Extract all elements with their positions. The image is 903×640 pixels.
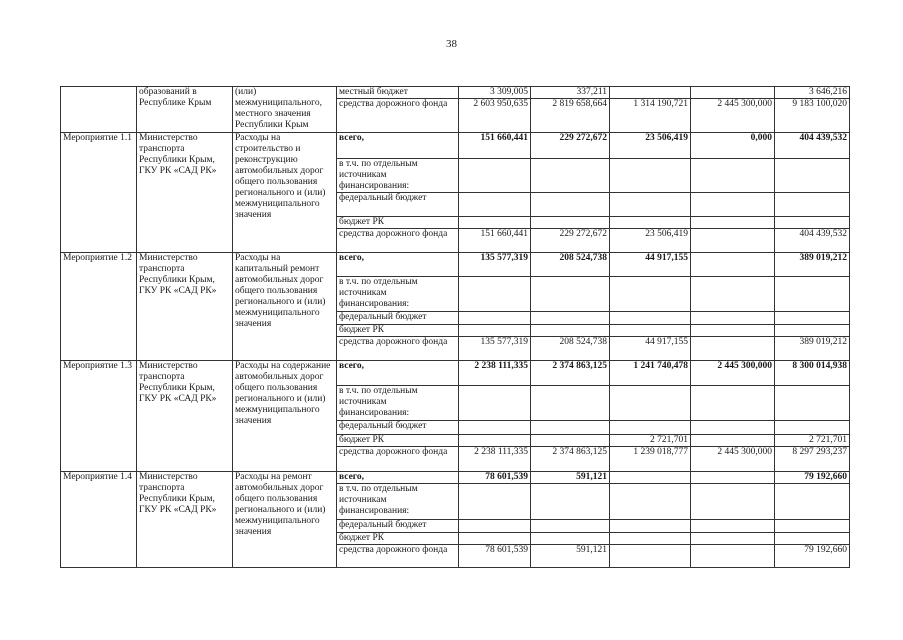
table-row [61,253,850,277]
value-cell: 79 192,660 [775,545,850,568]
source-cell: средства дорожного фонда [337,337,459,361]
value-cell [610,312,691,325]
value-cell [691,193,775,217]
value-cell [691,435,775,447]
value-cell [691,337,775,361]
value-cell: 78 601,539 [459,472,531,484]
value-cell: 151 660,441 [459,229,531,253]
measure-name: Мероприятие 1.2 [61,253,137,361]
value-cell [531,386,610,421]
value-cell: 404 439,532 [775,133,850,159]
value-cell: 23 506,419 [610,229,691,253]
source-cell: бюджет РК [337,217,459,229]
value-cell [531,325,610,337]
value-cell [459,484,531,520]
measure-name: Мероприятие 1.1 [61,133,137,253]
value-cell: 135 577,319 [459,253,531,277]
value-cell [531,217,610,229]
description-cell: Расходы на капитальный ремонт автомобильных дорог общего пользования регионального и (или) межмуниципального значения [233,253,337,361]
description-cell: Расходы на строительство и реконструкцию автомобильных дорог общего пользования регионального и (или) межмуниципального значения [233,133,337,253]
source-cell: бюджет РК [337,325,459,337]
source-cell: местный бюджет [337,87,459,99]
value-cell [610,421,691,435]
source-cell: всего, [337,253,459,277]
value-cell [691,87,775,99]
source-cell: в т.ч. по отдельным источникам финансирования: [337,277,459,312]
value-cell: 8 300 014,938 [775,361,850,386]
value-cell [459,312,531,325]
source-cell: всего, [337,472,459,484]
value-cell [775,159,850,193]
value-cell [531,435,610,447]
value-cell [610,484,691,520]
value-cell [691,277,775,312]
source-cell: федеральный бюджет [337,421,459,435]
source-cell: в т.ч. по отдельным источникам финансирования: [337,159,459,193]
value-cell [691,421,775,435]
source-cell: федеральный бюджет [337,312,459,325]
value-cell [459,217,531,229]
source-cell: средства дорожного фонда [337,545,459,568]
value-cell [531,533,610,545]
value-cell: 2 374 863,125 [531,447,610,472]
value-cell [775,325,850,337]
value-cell [610,87,691,99]
value-cell [459,193,531,217]
value-cell: 591,121 [531,472,610,484]
source-cell: средства дорожного фонда [337,99,459,133]
value-cell [691,520,775,533]
value-cell [691,545,775,568]
source-cell: в т.ч. по отдельным источникам финансирования: [337,386,459,421]
value-cell: 2 603 950,635 [459,99,531,133]
value-cell [691,229,775,253]
value-cell: 2 445 300,000 [691,99,775,133]
value-cell [775,312,850,325]
description-cell: (или) межмуниципального, местного значения Республики Крым [233,87,337,133]
value-cell [775,533,850,545]
value-cell [691,533,775,545]
value-cell [531,193,610,217]
value-cell [531,277,610,312]
value-cell [610,193,691,217]
value-cell: 44 917,155 [610,253,691,277]
value-cell: 151 660,441 [459,133,531,159]
value-cell: 229 272,672 [531,133,610,159]
value-cell [775,217,850,229]
value-cell: 2 819 658,664 [531,99,610,133]
value-cell: 389 019,212 [775,337,850,361]
value-cell [531,484,610,520]
value-cell [691,325,775,337]
value-cell [459,159,531,193]
value-cell [610,386,691,421]
financing-table [60,86,850,568]
value-cell: 1 241 740,478 [610,361,691,386]
value-cell [459,386,531,421]
value-cell [610,472,691,484]
executor-cell: Министерство транспорта Республики Крым, ГКУ РК «САД РК» [137,361,233,472]
value-cell [459,533,531,545]
value-cell [775,386,850,421]
value-cell [610,533,691,545]
value-cell [531,421,610,435]
value-cell [775,520,850,533]
value-cell: 2 238 111,335 [459,447,531,472]
value-cell [691,484,775,520]
value-cell [459,421,531,435]
source-cell: федеральный бюджет [337,520,459,533]
value-cell [691,217,775,229]
value-cell: 208 524,738 [531,337,610,361]
measure-name: Мероприятие 1.3 [61,361,137,472]
value-cell [459,435,531,447]
source-cell: всего, [337,133,459,159]
value-cell [610,217,691,229]
value-cell [775,193,850,217]
value-cell [610,277,691,312]
value-cell: 1 314 190,721 [610,99,691,133]
value-cell: 337,211 [531,87,610,99]
value-cell: 389 019,212 [775,253,850,277]
table-row [61,133,850,159]
source-cell: федеральный бюджет [337,193,459,217]
value-cell: 2 445 300,000 [691,361,775,386]
value-cell [531,159,610,193]
value-cell: 135 577,319 [459,337,531,361]
executor-cell: Министерство транспорта Республики Крым, ГКУ РК «САД РК» [137,253,233,361]
value-cell [531,312,610,325]
value-cell [691,312,775,325]
value-cell: 44 917,155 [610,337,691,361]
value-cell [459,277,531,312]
value-cell: 591,121 [531,545,610,568]
executor-cell: Министерство транспорта Республики Крым, ГКУ РК «САД РК» [137,472,233,568]
value-cell [610,325,691,337]
value-cell [459,520,531,533]
value-cell [775,277,850,312]
value-cell: 2 445 300,000 [691,447,775,472]
value-cell [610,545,691,568]
value-cell: 8 297 293,237 [775,447,850,472]
value-cell [775,421,850,435]
source-cell: бюджет РК [337,533,459,545]
description-cell: Расходы на ремонт автомобильных дорог общего пользования регионального и (или) межмуниципального значения [233,472,337,568]
table-body [61,87,850,568]
value-cell: 9 183 100,020 [775,99,850,133]
executor-cell: Министерство транспорта Республики Крым, ГКУ РК «САД РК» [137,133,233,253]
value-cell: 3 309,005 [459,87,531,99]
value-cell: 3 646,216 [775,87,850,99]
value-cell [610,520,691,533]
value-cell: 2 721,701 [775,435,850,447]
value-cell: 2 238 111,335 [459,361,531,386]
page-number: 38 [446,38,457,50]
value-cell: 23 506,419 [610,133,691,159]
value-cell [691,253,775,277]
source-cell: в т.ч. по отдельным источникам финансирования: [337,484,459,520]
value-cell [531,520,610,533]
source-cell: средства дорожного фонда [337,229,459,253]
table-row [61,361,850,386]
value-cell: 79 192,660 [775,472,850,484]
value-cell: 2 721,701 [610,435,691,447]
source-cell: средства дорожного фонда [337,447,459,472]
value-cell: 404 439,532 [775,229,850,253]
value-cell [691,386,775,421]
measure-name: Мероприятие 1.4 [61,472,137,568]
value-cell: 2 374 863,125 [531,361,610,386]
value-cell: 0,000 [691,133,775,159]
value-cell [691,472,775,484]
value-cell: 1 239 018,777 [610,447,691,472]
value-cell [459,325,531,337]
source-cell: бюджет РК [337,435,459,447]
value-cell [691,159,775,193]
value-cell: 78 601,539 [459,545,531,568]
value-cell [775,484,850,520]
description-cell: Расходы на содержание автомобильных дорог общего пользования регионального и (или) межмуниципального значения [233,361,337,472]
source-cell: всего, [337,361,459,386]
table-row [61,472,850,484]
table-row [61,87,850,99]
value-cell: 208 524,738 [531,253,610,277]
measure-cell [61,87,137,133]
value-cell: 229 272,672 [531,229,610,253]
value-cell [610,159,691,193]
executor-cell: образований в Республике Крым [137,87,233,133]
